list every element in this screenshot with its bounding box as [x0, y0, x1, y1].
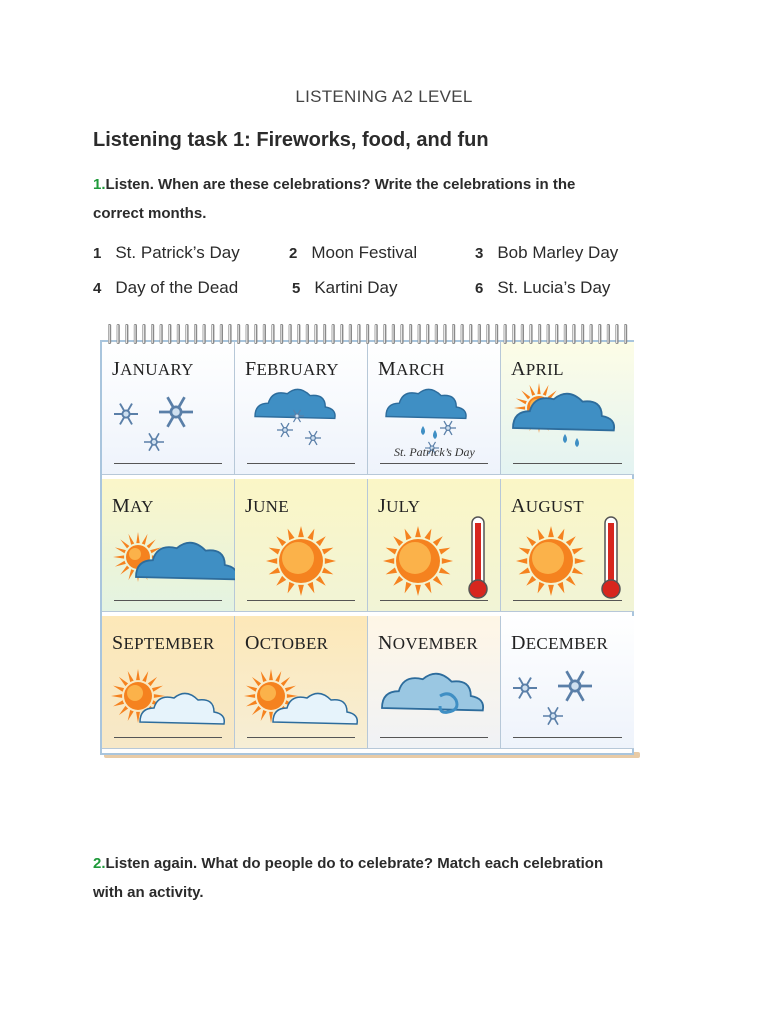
answer-line [247, 600, 355, 601]
month-rest: AY [130, 497, 154, 516]
answer-line [380, 737, 488, 738]
answer-line [114, 600, 222, 601]
month-initial: J [112, 358, 121, 380]
answer-line [247, 737, 355, 738]
month-cell [501, 616, 634, 749]
month-initial: N [378, 632, 393, 654]
item-number: 4 [93, 280, 102, 297]
month-rest: UNE [253, 497, 289, 516]
wind-icon [368, 652, 501, 744]
month-cell [501, 479, 634, 612]
snow-icon [501, 652, 634, 744]
answer-line [380, 600, 488, 601]
exercise-2-instruction [93, 849, 673, 907]
month-cell [235, 342, 368, 475]
month-cell [368, 342, 501, 475]
celebration-item [93, 243, 240, 263]
month-cell [102, 342, 235, 475]
instruction-line-1: Listen. When are these celebrations? Write the celebrations in the [105, 176, 576, 193]
instruction-line-1: Listen again. What do people do to celebrate? Match each celebration [105, 855, 604, 872]
month-cell [235, 479, 368, 612]
month-initial: J [378, 495, 387, 517]
month-rest: ULY [386, 497, 421, 516]
item-name: St. Lucia’s Day [497, 278, 611, 297]
answer-line [114, 737, 222, 738]
calendar [100, 322, 638, 760]
month-rest: EPTEMBER [123, 634, 215, 653]
exercise-1-instruction [93, 170, 673, 228]
month-rest: EBRUARY [256, 360, 339, 379]
month-cell [501, 342, 634, 475]
item-number: 1 [93, 245, 102, 262]
item-number: 3 [475, 245, 484, 262]
exercise-number: 1. [93, 176, 106, 193]
spiral-binding [100, 322, 638, 348]
celebration-item [93, 278, 238, 298]
month-cell [235, 616, 368, 749]
month-cell [102, 616, 235, 749]
answer-line [380, 463, 488, 464]
sun-cloud-light-icon [235, 652, 368, 744]
month-rest: PRIL [525, 360, 564, 379]
item-name: St. Patrick’s Day [115, 243, 240, 262]
month-initial: A [511, 495, 526, 517]
month-note: St. Patrick’s Day [394, 445, 475, 459]
sun-cloud-icon [102, 515, 235, 607]
celebration-item [292, 278, 397, 298]
answer-line [247, 463, 355, 464]
instruction-line-2: with an activity. [93, 884, 204, 901]
sun-icon [235, 515, 368, 607]
month-rest: OVEMBER [392, 634, 478, 653]
cloud-snow-icon [235, 378, 368, 470]
month-initial: M [112, 495, 131, 517]
month-rest: ARCH [396, 360, 445, 379]
item-name: Moon Festival [311, 243, 418, 262]
month-initial: O [245, 632, 260, 654]
calendar-grid [100, 340, 634, 755]
month-initial: D [511, 632, 526, 654]
sun-hot-icon [501, 515, 634, 607]
answer-line [513, 737, 622, 738]
month-cell [368, 479, 501, 612]
answer-line [513, 463, 622, 464]
snow-icon [102, 378, 235, 470]
item-number: 6 [475, 280, 484, 297]
month-rest: CTOBER [259, 634, 329, 653]
sun-cloud-rain-icon [501, 378, 634, 470]
sun-hot-icon [368, 515, 501, 607]
item-name: Day of the Dead [115, 278, 239, 297]
month-initial: F [245, 358, 257, 380]
month-rest: UGUST [525, 497, 584, 516]
level-title: LISTENING A2 LEVEL [295, 87, 473, 106]
sun-cloud-light-icon [102, 652, 235, 744]
celebration-item [475, 243, 618, 263]
month-initial: A [511, 358, 526, 380]
exercise-number: 2. [93, 855, 106, 872]
month-cell [368, 616, 501, 749]
month-initial: J [245, 495, 254, 517]
month-initial: M [378, 358, 397, 380]
month-rest: ECEMBER [525, 634, 609, 653]
item-name: Bob Marley Day [497, 243, 619, 262]
item-name: Kartini Day [314, 278, 398, 297]
celebration-item [475, 278, 610, 298]
month-initial: S [112, 632, 124, 654]
item-number: 2 [289, 245, 298, 262]
month-rest: ANUARY [120, 360, 194, 379]
month-cell [102, 479, 235, 612]
task-title: Listening task 1: Fireworks, food, and fun [93, 129, 489, 151]
instruction-line-2: correct months. [93, 205, 207, 222]
answer-line [513, 600, 622, 601]
celebration-item [289, 243, 417, 263]
answer-line [114, 463, 222, 464]
item-number: 5 [292, 280, 301, 297]
